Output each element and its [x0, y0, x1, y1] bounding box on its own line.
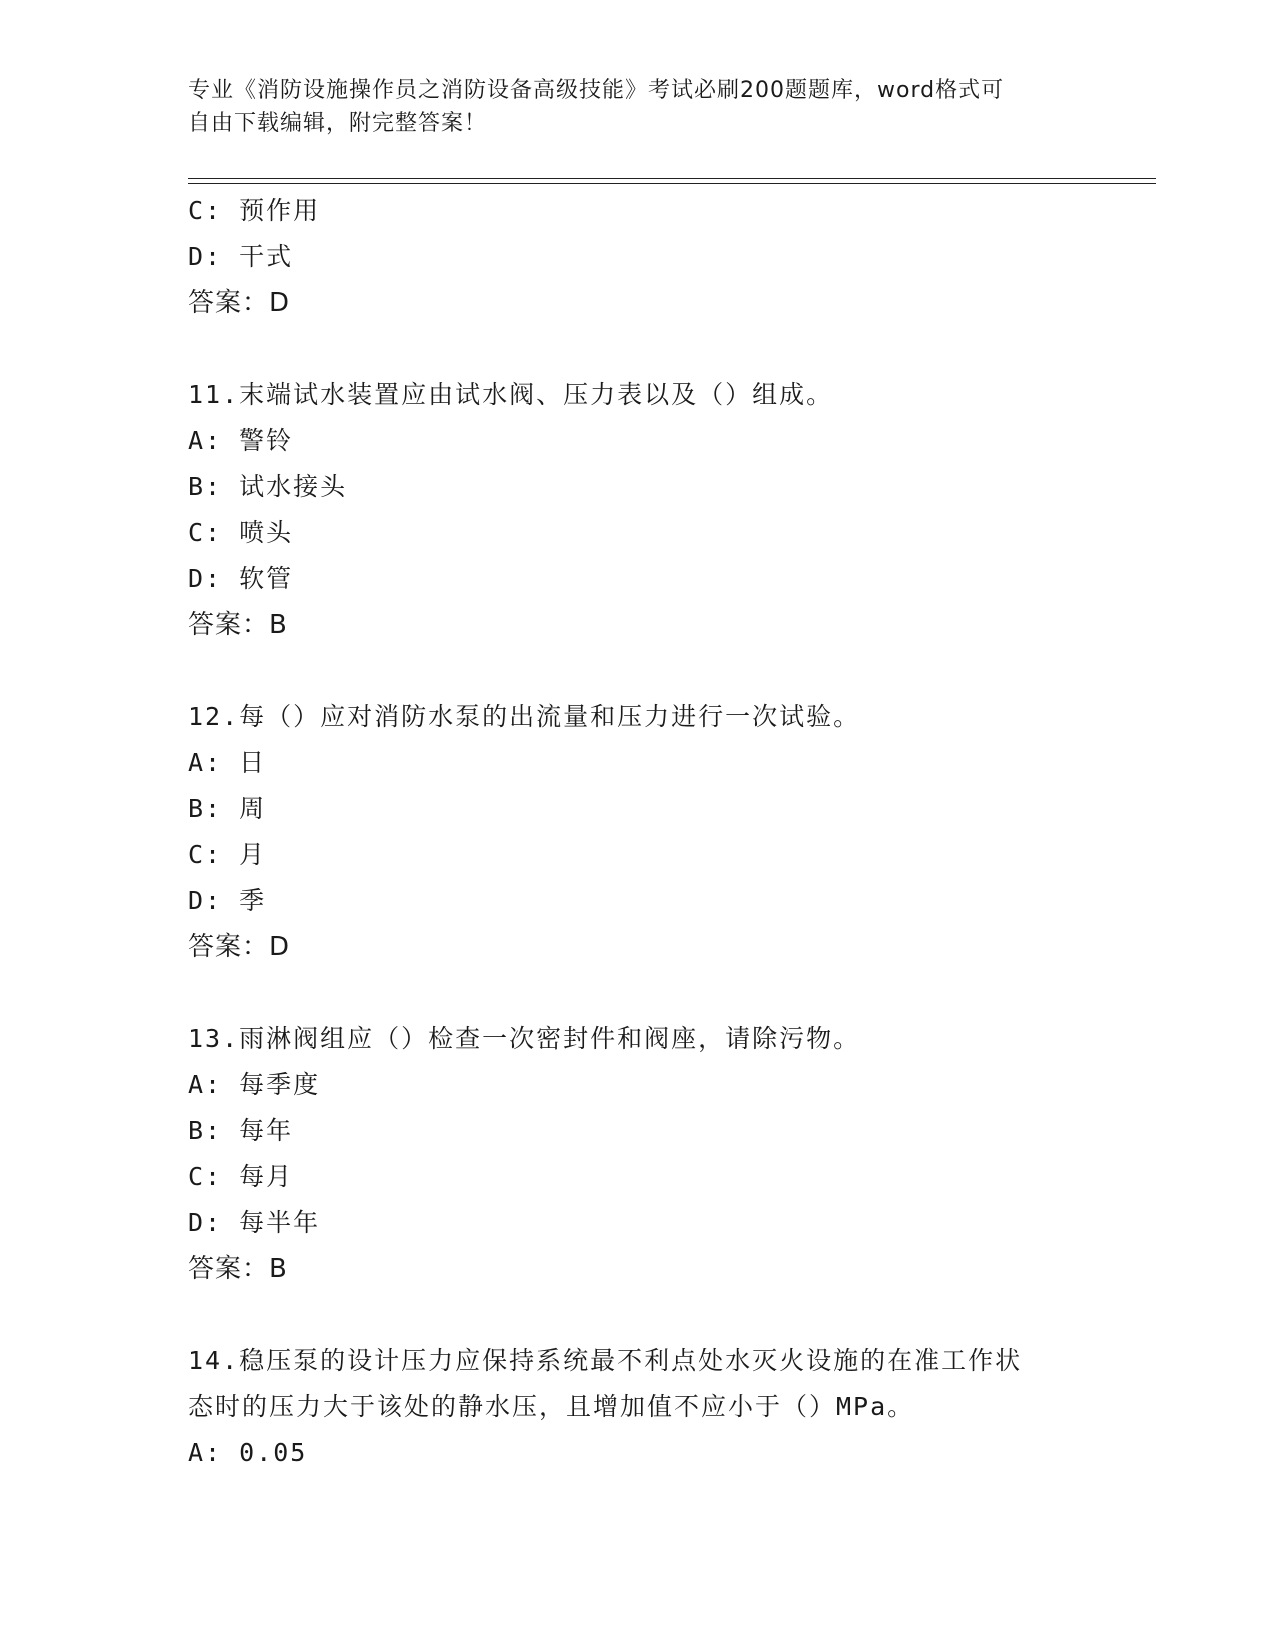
header-divider-top — [188, 178, 1156, 179]
option-a: A: 警铃 — [188, 426, 294, 455]
header-line-2: 自由下载编辑，附完整答案！ — [188, 111, 488, 136]
answer-line: 答案：B — [188, 1254, 288, 1284]
question-text: 12.每（）应对消防水泵的出流量和压力进行一次试验。 — [188, 702, 861, 731]
option-a: A: 每季度 — [188, 1070, 321, 1099]
question-12 — [188, 694, 1088, 970]
option-d: D: 每半年 — [188, 1208, 321, 1237]
option-d: D: 软管 — [188, 564, 294, 593]
option-c: C: 每月 — [188, 1162, 294, 1191]
option-a: A: 0.05 — [188, 1438, 308, 1467]
question-13 — [188, 1016, 1088, 1292]
prev-question-block — [188, 188, 1088, 326]
spacer — [188, 326, 1088, 372]
answer-line: 答案：D — [188, 932, 291, 962]
question-content — [188, 188, 1088, 1476]
option-b: B: 试水接头 — [188, 472, 348, 501]
option-c: C: 月 — [188, 840, 267, 869]
document-header — [188, 74, 1088, 140]
answer-line: 答案：D — [188, 288, 291, 318]
question-text-line-2: 态时的压力大于该处的静水压，且增加值不应小于（）MPa。 — [188, 1392, 915, 1421]
option-c: C: 预作用 — [188, 196, 321, 225]
option-c: C: 喷头 — [188, 518, 294, 547]
question-text-line-1: 14.稳压泵的设计压力应保持系统最不利点处水灭火设施的在准工作状 — [188, 1346, 1023, 1375]
question-text: 11.末端试水装置应由试水阀、压力表以及（）组成。 — [188, 380, 834, 409]
header-line-1: 专业《消防设施操作员之消防设备高级技能》考试必刷200题题库，word格式可 — [188, 78, 1005, 103]
spacer — [188, 648, 1088, 694]
option-a: A: 日 — [188, 748, 267, 777]
answer-line: 答案：B — [188, 610, 288, 640]
option-d: D: 干式 — [188, 242, 294, 271]
option-b: B: 每年 — [188, 1116, 294, 1145]
option-b: B: 周 — [188, 794, 267, 823]
spacer — [188, 1292, 1088, 1338]
question-text: 13.雨淋阀组应（）检查一次密封件和阀座，请除污物。 — [188, 1024, 861, 1053]
spacer — [188, 970, 1088, 1016]
question-14 — [188, 1338, 1088, 1476]
header-divider-bottom — [188, 183, 1156, 184]
question-11 — [188, 372, 1088, 648]
option-d: D: 季 — [188, 886, 267, 915]
